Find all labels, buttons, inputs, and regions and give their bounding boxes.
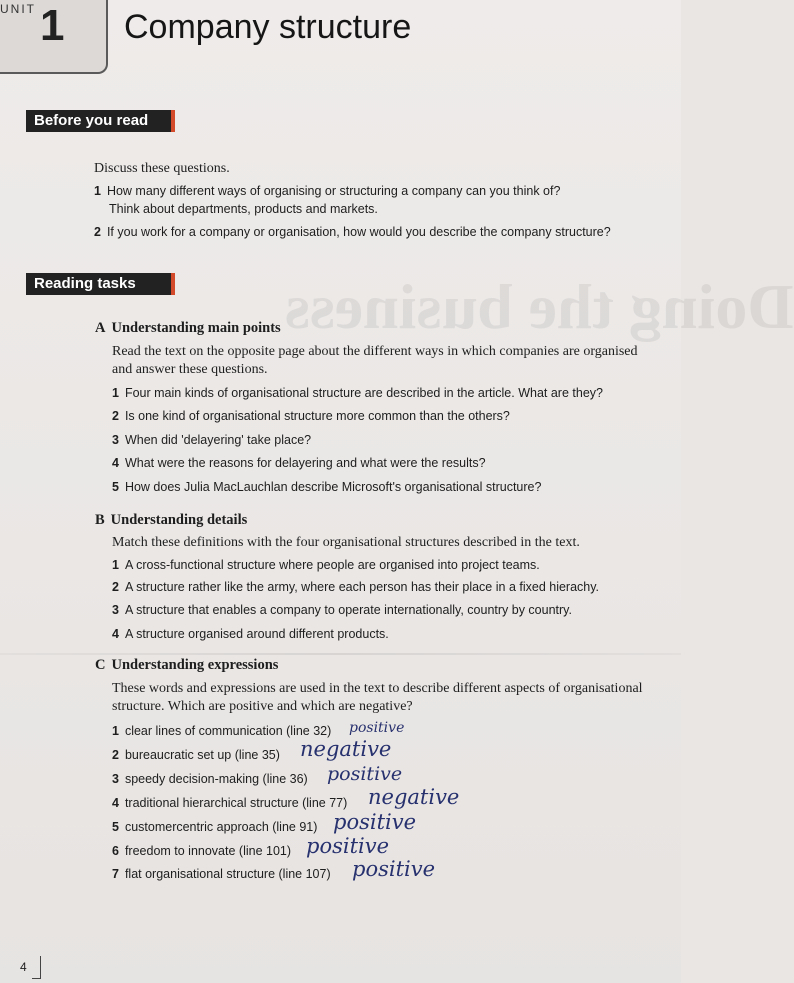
a-item: 1 Four main kinds of organisational structure are described in the article. What are they?: [112, 386, 603, 400]
a-item: 4 What were the reasons for delayering and what were the results?: [112, 456, 486, 470]
page-number-bracket: [32, 956, 41, 979]
question-1-cont: Think about departments, products and markets.: [109, 202, 378, 216]
handwritten-answer: positive: [349, 720, 405, 736]
handwritten-answer: negative: [300, 737, 392, 761]
c-item: 6 freedom to innovate (line 101): [112, 844, 292, 858]
b-item: 1 A cross-functional structure where people are organised into project teams.: [112, 558, 540, 572]
c-item: 5 customercentric approach (line 91): [112, 820, 318, 834]
a-item: 2 Is one kind of organisational structure more common than the others?: [112, 409, 510, 423]
handwritten-answer: negative: [368, 785, 460, 809]
handwritten-answer: positive: [327, 763, 403, 785]
c-item: 4 traditional hierarchical structure (line 77): [112, 796, 348, 810]
paper-fold: [0, 653, 681, 655]
section-b-title: B Understanding details: [95, 512, 248, 528]
question-1: 1 How many different ways of organising or structuring a company can you think of?: [94, 184, 561, 198]
handwritten-answer: positive: [306, 834, 390, 858]
unit-tab: [0, 0, 108, 74]
unit-number: 1: [40, 1, 65, 50]
section-a-title: A Understanding main points: [95, 320, 281, 336]
c-item: 1 clear lines of communication (line 32): [112, 724, 332, 738]
a-item: 5 How does Julia MacLauchlan describe Microsoft's organisational structure?: [112, 480, 542, 494]
show-through-text: Doing the business: [285, 271, 794, 342]
section-c-intro-cont: structure. Which are positive and which are negative?: [112, 699, 413, 714]
handwritten-answer: positive: [333, 810, 417, 834]
before-you-read-heading: Before you read: [26, 110, 171, 132]
question-2: 2 If you work for a company or organisation, how would you describe the company structure?: [94, 225, 611, 239]
page-number: 4: [20, 960, 27, 974]
section-b-intro: Match these definitions with the four organisational structures described in the text.: [112, 535, 580, 550]
b-item: 3 A structure that enables a company to operate internationally, country by country.: [112, 603, 572, 617]
a-item: 3 When did 'delayering' take place?: [112, 433, 312, 447]
c-item: 2 bureaucratic set up (line 35): [112, 748, 280, 762]
unit-label: UNIT: [0, 2, 36, 16]
section-a-intro-cont: and answer these questions.: [112, 362, 268, 377]
discuss-intro: Discuss these questions.: [94, 161, 230, 176]
b-item: 4 A structure organised around different products.: [112, 627, 389, 641]
section-c-intro: These words and expressions are used in the text to describe different aspects of organisational: [112, 681, 643, 696]
section-a-intro: Read the text on the opposite page about the different ways in which companies are organised: [112, 344, 638, 359]
c-item: 7 flat organisational structure (line 107): [112, 867, 331, 881]
page-title: Company structure: [124, 8, 412, 46]
section-c-title: C Understanding expressions: [95, 657, 279, 673]
c-item: 3 speedy decision-making (line 36): [112, 772, 308, 786]
reading-tasks-heading: Reading tasks: [26, 273, 171, 295]
b-item: 2 A structure rather like the army, where each person has their place in a fixed hierachy.: [112, 580, 600, 594]
handwritten-answer: positive: [352, 857, 436, 881]
